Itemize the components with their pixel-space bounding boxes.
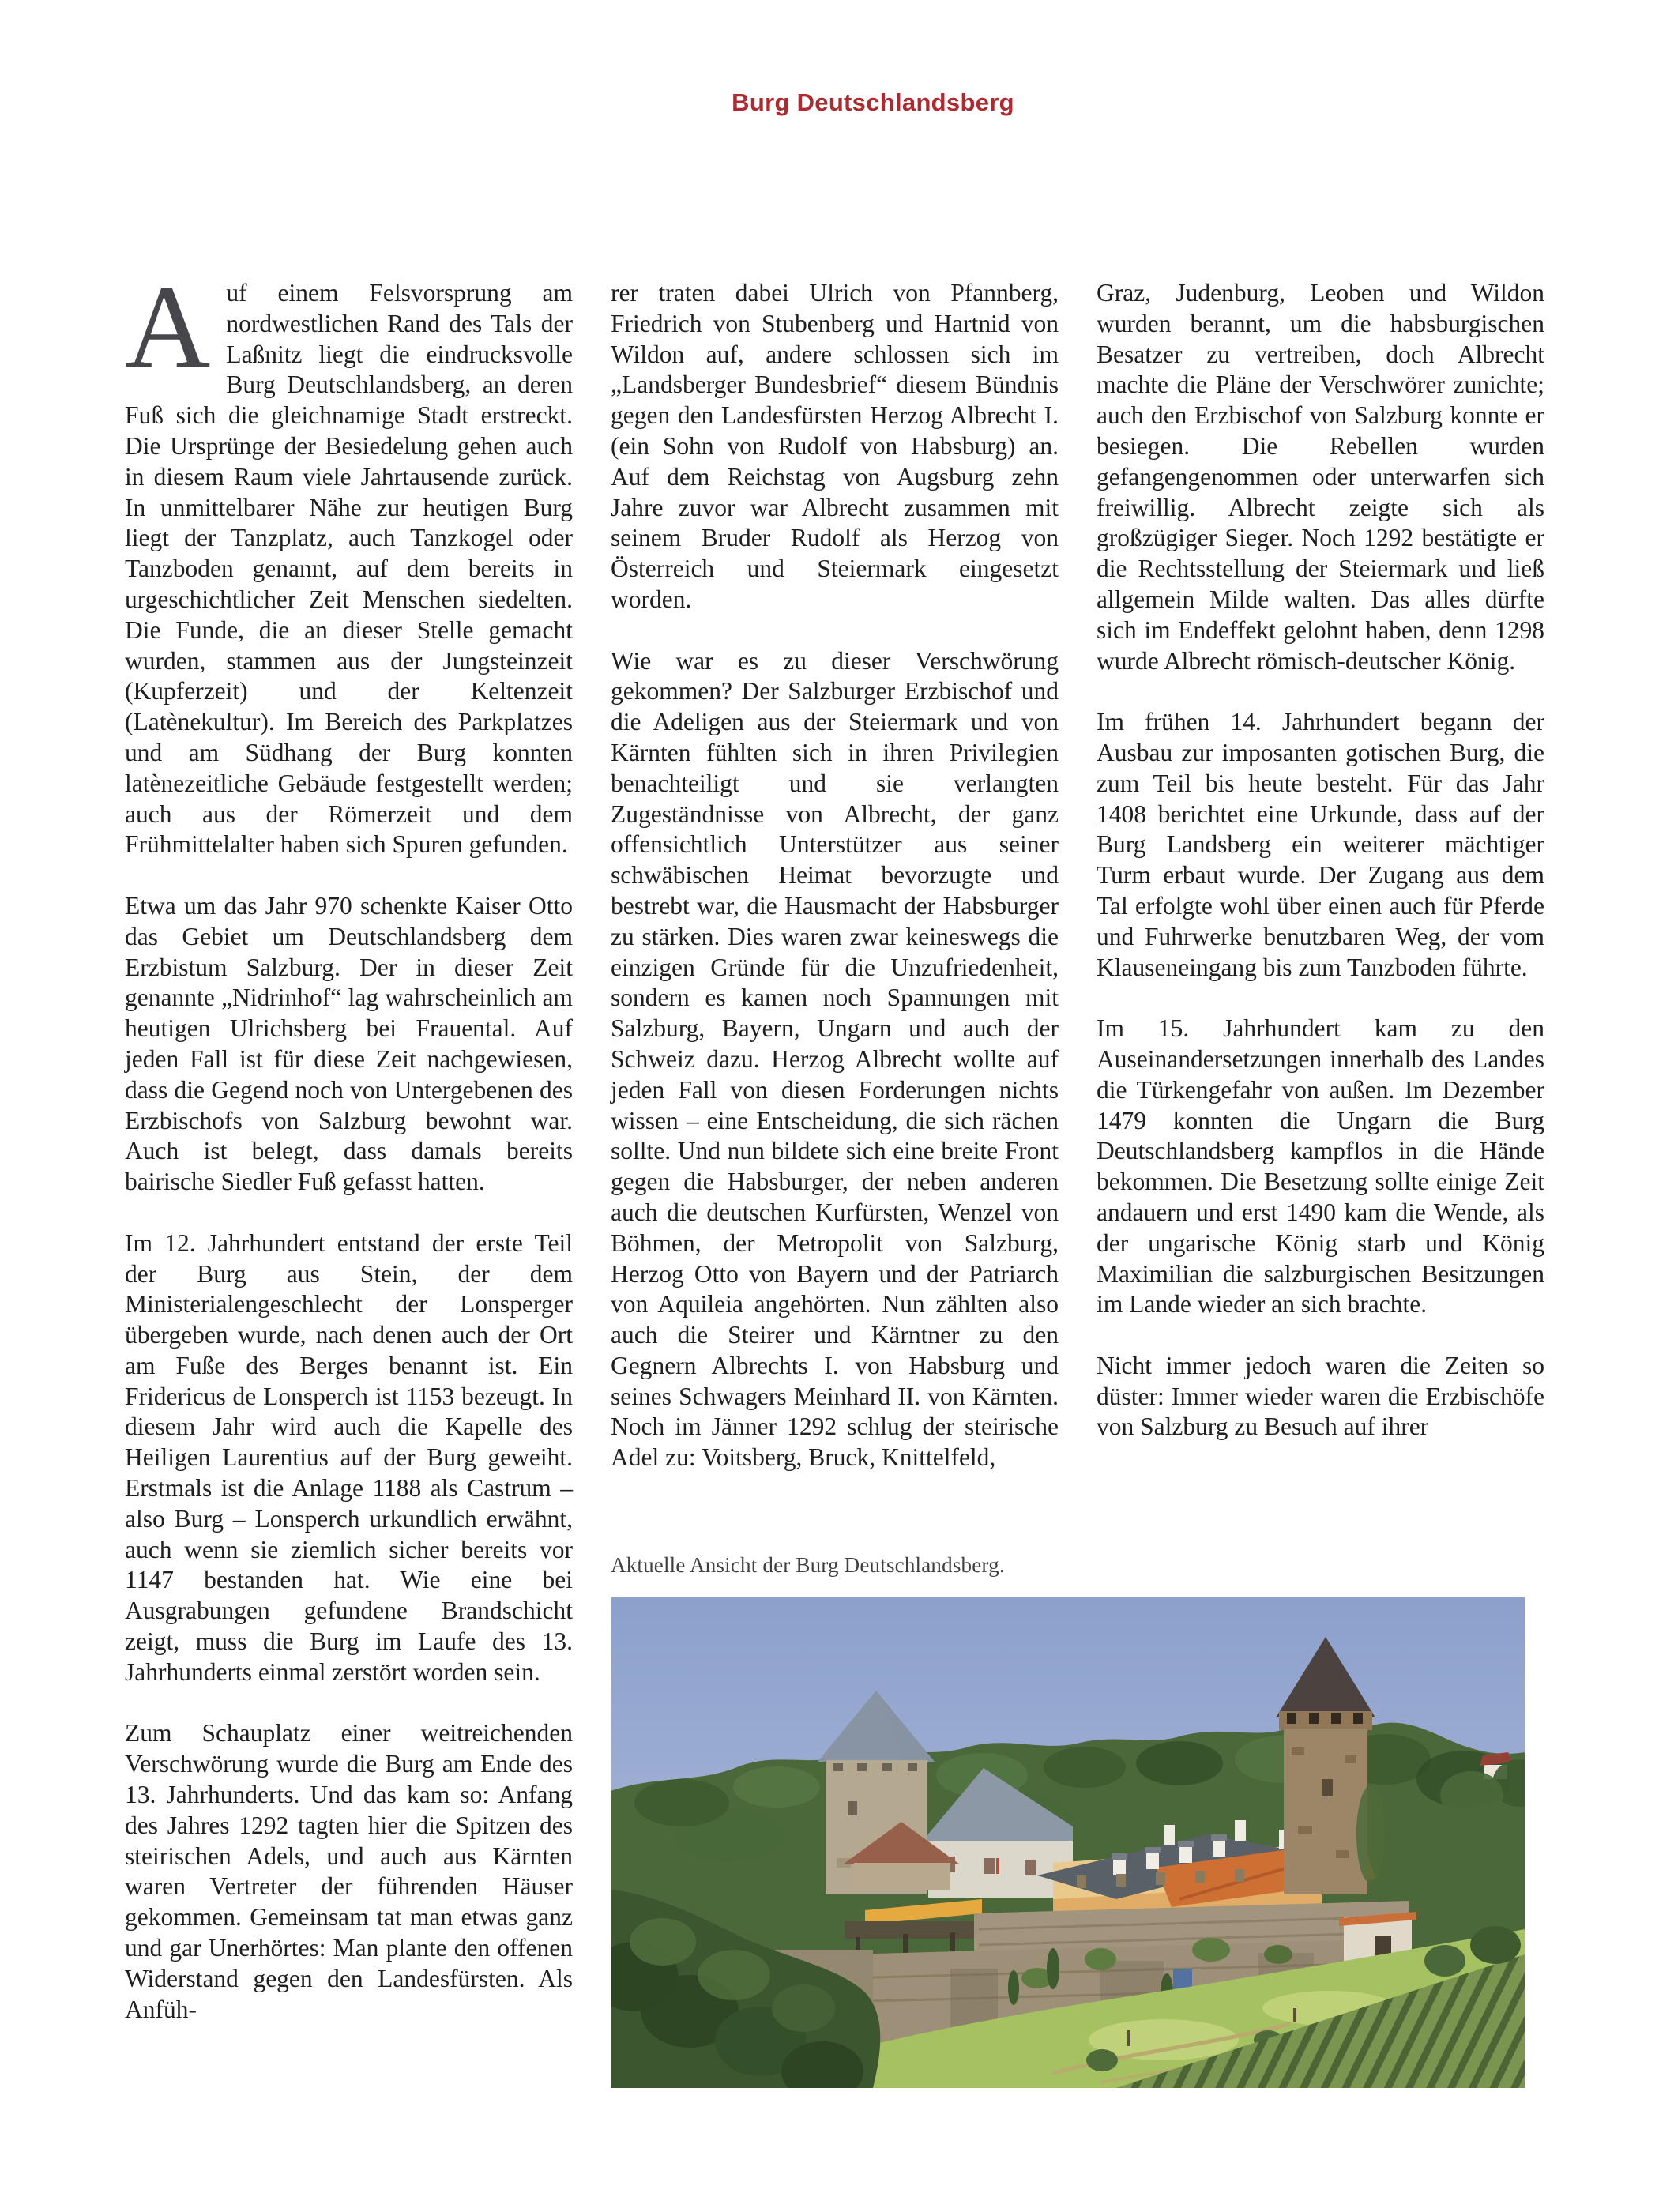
text-column-1: [125, 261, 573, 2025]
paragraph: Graz, Judenburg, Leoben und Wildon wurden berannt, um die habsburgischen Besatzer zu vertreiben, doch Albrecht machte die Pläne der Verschwörer zunichte; auch den Erzbischof von Salzburg konnte er besiegen. Die Rebellen wurden gefangengenommen oder unterwarfen sich freiwillig. Albrecht zeigte sich als großzügiger Sieger. Noch 1292 bestätigte er die Rechtsstellung der Steiermark und ließ allgemein Milde walten. Das alles dürfte sich im Endeffekt gelohnt haben, denn 1298 wurde Albrecht römisch-deutscher König.: [1097, 279, 1544, 675]
paragraph: Zum Schauplatz einer weitreichenden Verschwörung wurde die Burg am Ende des 13. Jahrhunderts. Und das kam so: Anfang des Jahres 1292 tagten hier die Spitzen des steirischen Adels, und auch aus Kärnten waren Vertreter der führenden Häuser gekommen. Gemeinsam tat man etwas ganz und gar Unerhörtes: Man plante den offenen Widerstand gegen den Landesfürsten. Als Anfüh-: [125, 1719, 573, 2023]
castle-photo: [611, 1597, 1525, 2088]
text-column-2: [611, 278, 1059, 1473]
paragraph-text: uf einem Felsvorsprung am nordwestlichen Rand des Tals der Laßnitz liegt die eindrucksvolle Burg Deutschlandsberg, an deren Fuß sich die gleichnamige Stadt erstreckt. Die Ursprünge der Besiedelung gehen auch in diesem Raum viele Jahrtausende zurück. In unmittelbarer Nähe zur heutigen Burg liegt der Tanzplatz, auch Tanzkogel oder Tanzboden genannt, auf dem bereits in urgeschichtlicher Zeit Menschen siedelten. Die Funde, die an dieser Stelle gemacht wurden, stammen aus der Jungsteinzeit (Kupferzeit) und der Keltenzeit (Latènekultur). Im Bereich des Parkplatzes und am Südhang der Burg konnten latènezeitliche Gebäude festgestellt werden; auch aus der Römerzeit und dem Frühmittelalter haben sich Spuren gefunden.: [125, 279, 573, 859]
drop-cap: A: [125, 261, 211, 393]
paragraph: Im 15. Jahrhundert kam zu den Auseinandersetzungen innerhalb des Landes die Türkengefahr von außen. Im Dezember 1479 konnten die Ungarn die Burg Deutschlandsberg kampflos in die Hände bekommen. Die Besetzung sollte einige Zeit andauern und erst 1490 kam die Wende, als der ungarische König starb und König Maximilian die salzburgischen Besitzungen im Lande wieder an sich brachte.: [1097, 1014, 1544, 1319]
paragraph: Etwa um das Jahr 970 schenkte Kaiser Otto das Gebiet um Deutschlandsberg dem Erzbistum Salzburg. Der in dieser Zeit genannte „Nidrinhof“ lag wahrscheinlich am heutigen Ulrichsberg bei Frauental. Auf jeden Fall ist für diese Zeit nachgewiesen, dass die Gegend noch von Untergebenen des Erzbischofs von Salzburg bewohnt war. Auch ist belegt, dass damals bereits bairische Siedler Fuß gefasst hatten.: [125, 891, 573, 1196]
figure-caption: Aktuelle Ansicht der Burg Deutschlandsberg.: [611, 1553, 1005, 1577]
paragraph: Im frühen 14. Jahrhundert begann der Ausbau zur imposanten gotischen Burg, die zum Teil bis heute besteht. Für das Jahr 1408 berichtet eine Urkunde, dass auf der Burg Landsberg ein weiterer mächtiger Turm erbaut wurde. Der Zugang aus dem Tal erfolgte wohl über einen auch für Pferde und Fuhrwerke benutzbaren Weg, der vom Klauseneingang bis zum Tanzboden führte.: [1097, 708, 1544, 981]
paragraph: Wie war es zu dieser Verschwörung gekommen? Der Salzburger Erzbischof und die Adeligen aus der Steiermark und von Kärnten fühlten sich in ihren Privilegien benachteiligt und sie verlangten Zugeständnisse von Albrecht, der ganz offensichtlich Unterstützer aus seiner schwäbischen Heimat bevorzugte und bestrebt war, die Hausmacht der Habsburger zu stärken. Dies waren zwar keineswegs die einzigen Gründe für die Unzufriedenheit, sondern es kamen noch Spannungen mit Salzburg, Bayern, Ungarn und auch der Schweiz dazu. Herzog Albrecht wollte auf jeden Fall von diesen Forderungen nichts wissen – eine Entscheidung, die sich rächen sollte. Und nun bildete sich eine breite Front gegen die Habsburger, der neben anderen auch die deutschen Kurfürsten, Wenzel von Böhmen, der Metropolit von Salzburg, Herzog Otto von Bayern und der Patriarch von Aquileia angehörten. Nun zählten also auch die Steirer und Kärntner zu den Gegnern Albrechts I. von Habsburg und seines Schwagers Meinhard II. von Kärnten. Noch im Jänner 1292 schlug der steirische Adel zu: Voitsberg, Bruck, Knittelfeld,: [611, 646, 1059, 1472]
paragraph: Im 12. Jahrhundert entstand der erste Teil der Burg aus Stein, der dem Ministerialengeschlecht der Lonsperger übergeben wurde, nach denen auch der Ort am Fuße des Berges benannt ist. Ein Fridericus de Lonsperch ist 1153 bezeugt. In diesem Jahr wird auch die Kapelle des Heiligen Laurentius auf der Burg geweiht. Erstmals ist die Anlage 1188 als Castrum – also Burg – Lonsperch urkundlich erwähnt, auch wenn sie ziemlich sicher bereits vor 1147 bestanden hat. Wie eine bei Ausgrabungen gefundene Brandschicht zeigt, muss die Burg im Laufe des 13. Jahrhunderts einmal zerstört worden sein.: [125, 1228, 573, 1686]
page-title: Burg Deutschlandsberg: [732, 88, 1014, 116]
text-column-3: [1097, 278, 1544, 1443]
paragraph: rer traten dabei Ulrich von Pfannberg, Friedrich von Stubenberg und Hartnid von Wildon auf, andere schlossen sich im „Landsberger Bundesbrief“ diesem Bündnis gegen den Landesfürsten Herzog Albrecht I. (ein Sohn von Rudolf von Habsburg) an. Auf dem Reichstag von Augsburg zehn Jahre zuvor war Albrecht zusammen mit seinem Bruder Rudolf als Herzog von Österreich und Steiermark eingesetzt worden.: [611, 279, 1059, 613]
paragraph: Nicht immer jedoch waren die Zeiten so düster: Immer wieder waren die Erzbischöfe von Salzburg zu Besuch auf ihrer: [1097, 1351, 1544, 1441]
paragraph: [125, 261, 573, 860]
